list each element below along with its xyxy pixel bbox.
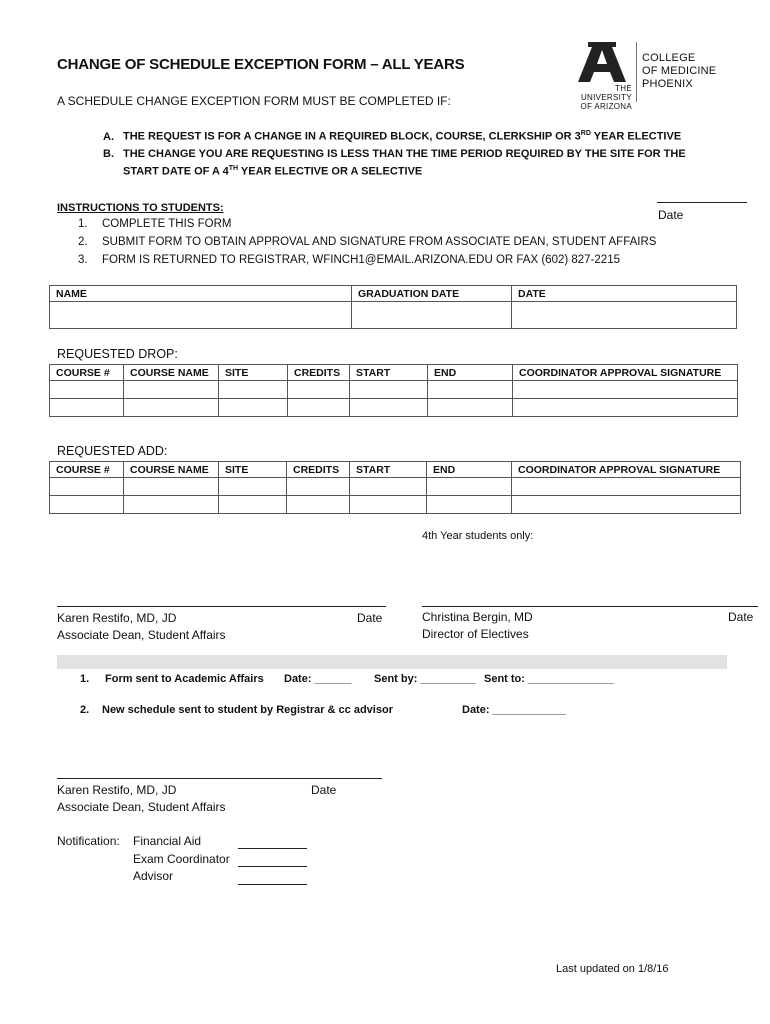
- table-cell[interactable]: [50, 399, 124, 417]
- table-cell[interactable]: [50, 381, 124, 399]
- col-start: START: [350, 462, 427, 478]
- graduation-date-header: GRADUATION DATE: [352, 286, 512, 302]
- table-cell[interactable]: [288, 381, 350, 399]
- director-signature-block: Christina Bergin, MD Director of Electives: [422, 610, 533, 641]
- col-end: END: [428, 365, 513, 381]
- date-field[interactable]: [512, 302, 737, 329]
- col-coordinator-signature: COORDINATOR APPROVAL SIGNATURE: [513, 365, 738, 381]
- requested-add-heading: REQUESTED ADD:: [57, 444, 168, 458]
- name-header: NAME: [50, 286, 352, 302]
- director-date-label: Date: [728, 610, 754, 624]
- process-step-1-text: Form sent to Academic Affairs: [105, 673, 264, 685]
- page-subtitle: A SCHEDULE CHANGE EXCEPTION FORM MUST BE COMPLETED IF:: [57, 94, 451, 108]
- process-step-2-date[interactable]: Date: ____________: [462, 704, 566, 716]
- table-cell[interactable]: [350, 496, 427, 514]
- exam-coordinator-line[interactable]: [238, 866, 307, 867]
- process-step-1-sent-to[interactable]: Sent to: ______________: [484, 673, 614, 685]
- table-cell[interactable]: [124, 399, 219, 417]
- notification-exam-coordinator: Exam Coordinator: [133, 852, 230, 866]
- table-cell[interactable]: [50, 496, 124, 514]
- col-course-num: COURSE #: [50, 365, 124, 381]
- table-row: [50, 478, 741, 496]
- col-end: END: [427, 462, 512, 478]
- process-step-1-date[interactable]: Date: ______: [284, 673, 352, 685]
- table-cell[interactable]: [427, 478, 512, 496]
- table-cell[interactable]: [287, 478, 350, 496]
- advisor-line[interactable]: [238, 884, 307, 885]
- table-cell[interactable]: [350, 478, 427, 496]
- dean-signature-line[interactable]: [57, 606, 386, 607]
- col-site: SITE: [219, 462, 287, 478]
- page-title: CHANGE OF SCHEDULE EXCEPTION FORM – ALL YEARS: [57, 56, 465, 73]
- table-cell[interactable]: [219, 399, 288, 417]
- col-credits: CREDITS: [287, 462, 350, 478]
- college-logo: [574, 40, 734, 111]
- table-cell[interactable]: [219, 496, 287, 514]
- notification-advisor: Advisor: [133, 869, 174, 883]
- process-step-2-text: New schedule sent to student by Registrar & cc advisor: [102, 704, 393, 716]
- col-coordinator-signature: COORDINATOR APPROVAL SIGNATURE: [512, 462, 741, 478]
- table-cell[interactable]: [287, 496, 350, 514]
- office-use-band: [57, 655, 727, 669]
- table-cell[interactable]: [427, 496, 512, 514]
- table-cell[interactable]: [124, 381, 219, 399]
- instruction-item: 2. SUBMIT FORM TO OBTAIN APPROVAL AND SIGNATURE FROM ASSOCIATE DEAN, STUDENT AFFAIRS: [78, 236, 657, 248]
- date-header: DATE: [512, 286, 737, 302]
- process-step-1-num: 1.: [80, 673, 90, 685]
- instruction-item: 1. COMPLETE THIS FORM: [78, 218, 232, 230]
- table-cell[interactable]: [513, 399, 738, 417]
- requested-drop-heading: REQUESTED DROP:: [57, 347, 178, 361]
- condition-a: A. THE REQUEST IS FOR A CHANGE IN A REQUIRED BLOCK, COURSE, CLERKSHIP OR 3RD YEAR ELECTIVE: [103, 130, 682, 143]
- col-course-num: COURSE #: [50, 462, 124, 478]
- university-name: THE UNIVERSITY OF ARIZONA: [580, 84, 632, 111]
- bottom-signature-line[interactable]: [57, 778, 382, 779]
- table-cell[interactable]: [428, 399, 513, 417]
- table-cell[interactable]: [124, 478, 219, 496]
- col-course-name: COURSE NAME: [124, 462, 219, 478]
- last-updated: Last updated on 1/8/16: [556, 963, 669, 975]
- college-name: COLLEGE OF MEDICINE PHOENIX: [642, 52, 717, 90]
- fourth-year-note: 4th Year students only:: [422, 530, 534, 542]
- notification-label: Notification:: [57, 834, 120, 848]
- table-cell[interactable]: [50, 478, 124, 496]
- arizona-a-icon: [574, 40, 630, 84]
- table-cell[interactable]: [512, 496, 741, 514]
- col-credits: CREDITS: [288, 365, 350, 381]
- table-cell[interactable]: [512, 478, 741, 496]
- table-cell[interactable]: [428, 381, 513, 399]
- col-site: SITE: [219, 365, 288, 381]
- drop-table: [49, 364, 738, 417]
- table-cell[interactable]: [219, 478, 287, 496]
- table-row: [50, 381, 738, 399]
- table-cell[interactable]: [350, 399, 428, 417]
- table-cell[interactable]: [288, 399, 350, 417]
- process-step-1-sent-by[interactable]: Sent by: _________: [374, 673, 476, 685]
- table-cell[interactable]: [124, 496, 219, 514]
- table-cell[interactable]: [350, 381, 428, 399]
- table-row: [50, 399, 738, 417]
- process-step-2-num: 2.: [80, 704, 90, 716]
- table-row: [50, 496, 741, 514]
- table-cell[interactable]: [219, 381, 288, 399]
- student-info-table: [49, 285, 737, 329]
- dean-signature-block: Karen Restifo, MD, JD Associate Dean, Student Affairs: [57, 611, 226, 642]
- instruction-item: 3. FORM IS RETURNED TO REGISTRAR, WFINCH1@EMAIL.ARIZONA.EDU OR FAX (602) 827-2215: [78, 254, 620, 266]
- name-field[interactable]: [50, 302, 352, 329]
- logo-divider: [636, 42, 637, 102]
- bottom-date-label: Date: [311, 783, 337, 797]
- date-signature-line[interactable]: [657, 202, 747, 203]
- instructions-heading: INSTRUCTIONS TO STUDENTS:: [57, 202, 224, 214]
- add-table: [49, 461, 741, 514]
- director-signature-line[interactable]: [422, 606, 758, 607]
- table-cell[interactable]: [513, 381, 738, 399]
- graduation-date-field[interactable]: [352, 302, 512, 329]
- dean-date-label: Date: [357, 611, 383, 625]
- financial-aid-line[interactable]: [238, 848, 307, 849]
- col-course-name: COURSE NAME: [124, 365, 219, 381]
- col-start: START: [350, 365, 428, 381]
- condition-b: B. THE CHANGE YOU ARE REQUESTING IS LESS THAN THE TIME PERIOD REQUIRED BY THE SITE FOR THE: [103, 148, 686, 160]
- bottom-signature-block: Karen Restifo, MD, JD Associate Dean, Student Affairs: [57, 783, 226, 814]
- date-label: Date: [658, 208, 684, 222]
- notification-financial-aid: Financial Aid: [133, 834, 202, 848]
- condition-b-cont: START DATE OF A 4TH YEAR ELECTIVE OR A SELECTIVE: [123, 165, 423, 178]
